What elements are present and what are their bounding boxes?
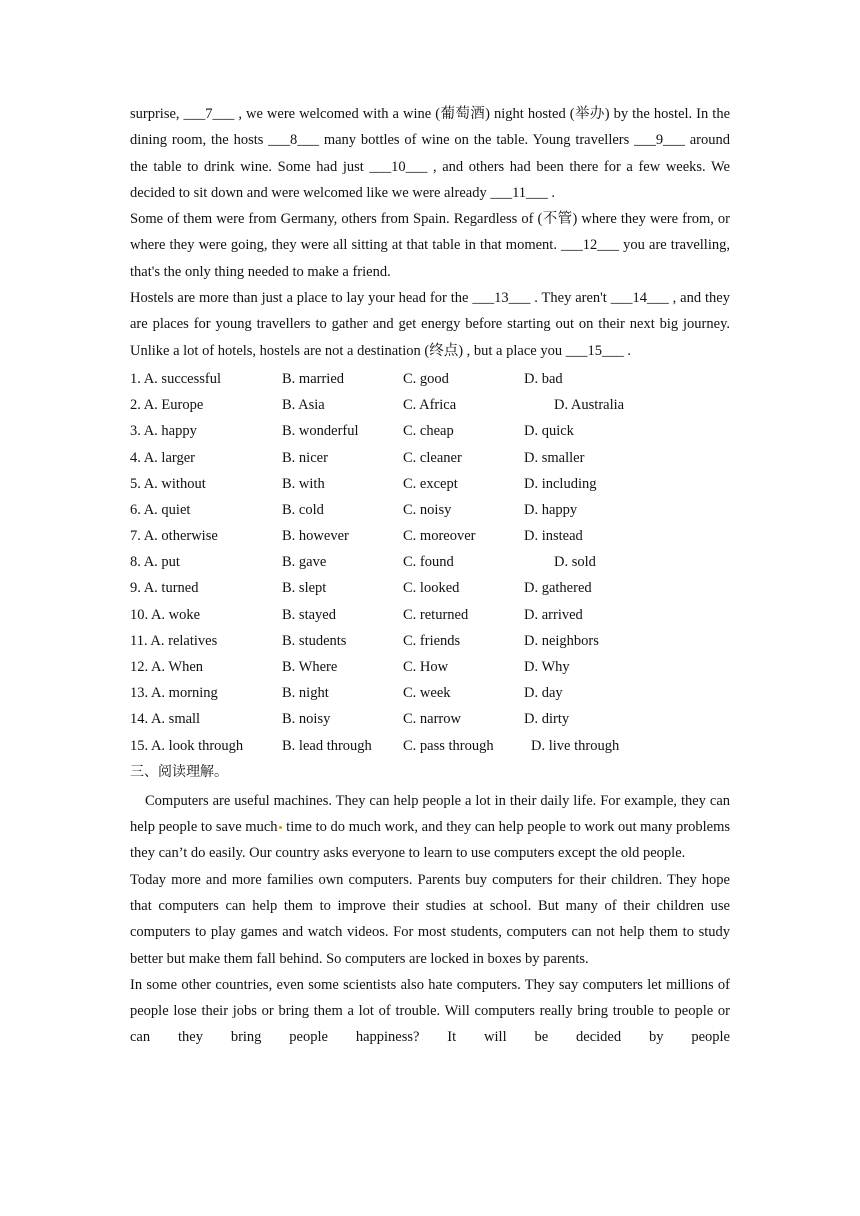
option-b: B. slept (282, 580, 327, 597)
option-c: C. Africa (403, 397, 457, 414)
option-b: B. married (282, 370, 345, 387)
option-a: 8. A. put (130, 554, 180, 571)
option-a: 13. A. morning (130, 685, 218, 702)
option-b: B. gave (282, 554, 327, 571)
option-c: C. noisy (403, 501, 452, 518)
option-a: 1. A. successful (130, 370, 222, 387)
option-row (130, 523, 730, 549)
option-b: B. lead through (282, 737, 372, 754)
option-row (130, 471, 730, 497)
option-row (130, 733, 730, 759)
option-c: C. How (403, 659, 449, 676)
option-d: D. day (524, 685, 563, 702)
option-a: 3. A. happy (130, 423, 197, 440)
option-d: D. including (524, 475, 597, 492)
option-a: 6. A. quiet (130, 501, 191, 518)
option-row (130, 575, 730, 601)
option-d: D. live through (531, 737, 620, 754)
option-a: 11. A. relatives (130, 632, 218, 649)
option-d: D. Why (524, 659, 570, 676)
option-c: C. friends (403, 632, 461, 649)
option-row (130, 680, 730, 706)
options-list (130, 366, 730, 759)
option-b: B. night (282, 685, 329, 702)
option-row (130, 602, 730, 628)
option-a: 10. A. woke (130, 606, 201, 623)
option-a: 12. A. When (130, 659, 204, 676)
option-d: D. dirty (524, 711, 570, 728)
option-c: C. cleaner (403, 449, 462, 466)
cloze-paragraph: surprise, ___7___ , we were welcomed with a wine (葡萄酒) night hosted (举办) by the hostel. In the dining room, the hosts ___8___ many bottles of wine on the table. Young travellers ___9___ around the table to drink wine. Some had just ___10___ , and others had been there for a few weeks. We decided to sit down and were welcomed like we were already ___11___ . (130, 106, 730, 201)
option-b: B. however (282, 528, 349, 545)
reading-paragraph (130, 788, 730, 867)
option-c: C. moreover (403, 528, 476, 545)
option-b: B. Where (282, 659, 338, 676)
option-d: D. gathered (524, 580, 592, 597)
option-b: B. stayed (282, 606, 336, 623)
reading-passage (130, 788, 730, 1051)
option-row (130, 445, 730, 471)
option-row (130, 628, 730, 654)
option-d: D. neighbors (524, 632, 599, 649)
option-b: B. students (282, 632, 347, 649)
option-c: C. good (403, 370, 449, 387)
reading-text: time to do much work, and they can help people to work out many problems they can’t do easily. Our country asks everyone to learn to use computers except the old people. (130, 819, 730, 862)
reading-paragraph: Today more and more families own computers. Parents buy computers for their children. They hope that computers can help them to improve their studies at school. But many of their children use computers to play games and watch videos. For most students, computers can not help them to study better but make them fall behind. So computers are locked in boxes by parents. (130, 871, 730, 967)
option-a: 4. A. larger (130, 449, 195, 466)
cloze-paragraph: Some of them were from Germany, others from Spain. Regardless of (不管) where they were from, or where they were going, they were all sitting at that table in that moment. ___12___ you are travelling, that's the only thing needed to make a friend. (130, 211, 730, 280)
option-row (130, 549, 730, 575)
option-a: 7. A. otherwise (130, 528, 218, 545)
option-c: C. found (403, 554, 454, 571)
option-b: B. with (282, 475, 325, 492)
option-c: C. narrow (403, 711, 461, 728)
option-c: C. pass through (403, 737, 494, 754)
option-a: 2. A. Europe (130, 397, 204, 414)
cloze-paragraph: Hostels are more than just a place to lay your head for the ___13___ . They aren't ___14___ , and they are places for young travellers to gather and get energy before starting out on their next big journey. Unlike a lot of hotels, hostels are not a destination (终点) , but a place you ___15___ . (130, 290, 730, 359)
option-row (130, 654, 730, 680)
option-row (130, 392, 730, 418)
option-a: 9. A. turned (130, 580, 199, 597)
option-d: D. sold (554, 554, 596, 571)
document-page (130, 101, 730, 1051)
option-b: B. Asia (282, 397, 325, 414)
option-d: D. happy (524, 501, 578, 518)
option-c: C. week (403, 685, 451, 702)
option-b: B. cold (282, 501, 324, 518)
option-row (130, 497, 730, 523)
option-a: 5. A. without (130, 475, 206, 492)
reading-text: Computers are useful machines. They can help people a lot in their daily life. For example, they can help people to save much (130, 792, 730, 836)
option-b: B. nicer (282, 449, 328, 466)
option-row (130, 706, 730, 732)
option-c: C. cheap (403, 423, 454, 440)
option-d: D. arrived (524, 606, 583, 623)
option-a: 15. A. look through (130, 737, 244, 754)
option-d: D. bad (524, 370, 563, 387)
option-b: B. wonderful (282, 423, 359, 440)
option-c: C. returned (403, 606, 469, 623)
section-title: 三、阅读理解。 (130, 763, 228, 780)
option-d: D. quick (524, 423, 574, 440)
option-row (130, 366, 730, 392)
option-c: C. except (403, 475, 458, 492)
option-b: B. noisy (282, 711, 331, 728)
option-a: 14. A. small (130, 711, 201, 728)
mark-dot-icon (279, 826, 282, 829)
option-d: D. instead (524, 528, 583, 545)
option-d: D. smaller (524, 449, 585, 466)
option-d: D. Australia (554, 397, 625, 414)
option-row (130, 418, 730, 444)
reading-paragraph: In some other countries, even some scientists also hate computers. They say computers let millions of people lose their jobs or bring them a lot of trouble. Will computers really bring trouble to people or can they bring people happiness? It will be decided by people (130, 976, 730, 1046)
option-c: C. looked (403, 580, 460, 597)
